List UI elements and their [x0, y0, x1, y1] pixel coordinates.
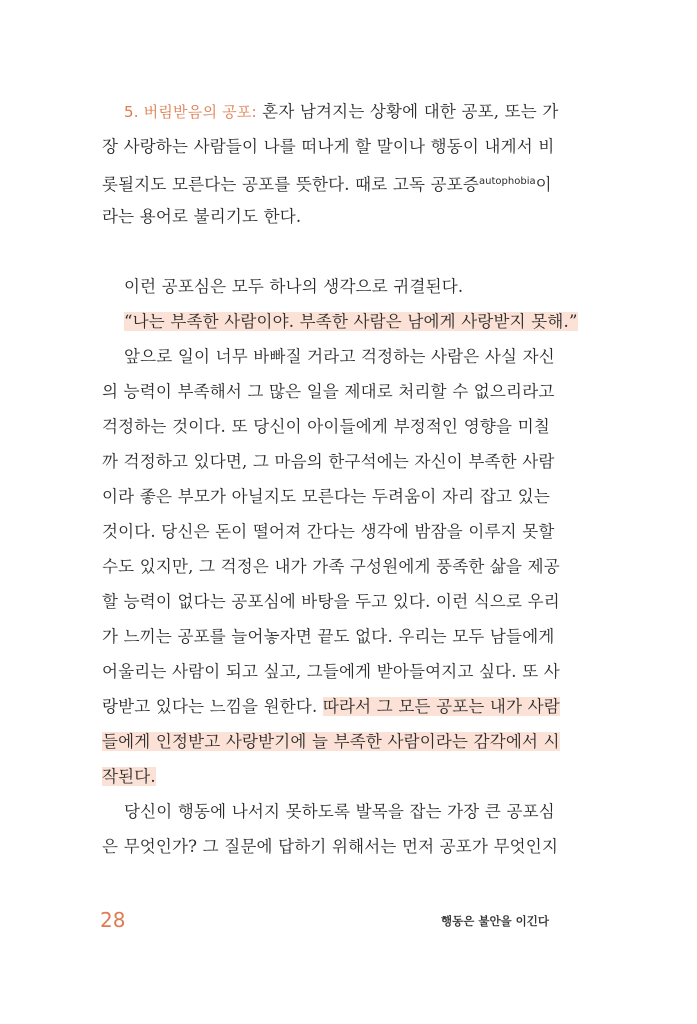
paragraph-line: [102, 689, 560, 724]
section-term: 5. 버림받음의 공포:: [124, 103, 257, 121]
paragraph-text: 혼자 남겨지는 상황에 대한 공포, 또는 가: [256, 102, 559, 121]
paragraph-text: 롯될지도 모른다는 공포를 뜻한다. 때로 고독 공포증: [102, 175, 480, 194]
paragraph-line: 수도 있지만, 그 걱정은 내가 가족 구성원에게 풍족한 삶을 제공: [102, 557, 560, 576]
paragraph-line: 할 능력이 없다는 공포심에 바탕을 두고 있다. 이런 식으로 우리: [102, 592, 560, 611]
paragraph-line: [102, 759, 550, 794]
paragraph-line: 의 능력이 부족해서 그 많은 일을 제대로 처리할 수 없으리라고: [102, 382, 555, 401]
paragraph-line: 것이다. 당신은 돈이 떨어져 간다는 생각에 밤잠을 이루지 못할: [102, 522, 555, 541]
paragraph-line: [102, 94, 559, 129]
highlighted-text: 작된다.: [102, 767, 156, 786]
paragraph-line: 라는 용어로 불리기도 한다.: [102, 207, 302, 226]
paragraph-line: 걱정하는 것이다. 또 당신이 아이들에게 부정적인 영향을 미칠: [102, 417, 550, 436]
paragraph-line: [102, 164, 550, 199]
paragraph-gap: [102, 234, 550, 269]
paragraph-text: 이: [535, 175, 552, 194]
highlighted-text: 들에게 인정받고 사랑받기에 늘 부족한 사람이라는 감각에서 시: [102, 732, 560, 751]
paragraph-line: 어울리는 사람이 되고 싶고, 그들에게 받아들여지고 싶다. 또 사: [102, 662, 560, 681]
paragraph-line: 까 걱정하고 있다면, 그 마음의 한구석에는 자신이 부족한 사람: [102, 452, 555, 471]
paragraph-text: 랑받고 있다는 느낌을 원한다.: [102, 697, 323, 716]
paragraph-line: 가 느끼는 공포를 늘어놓자면 끝도 없다. 우리는 모두 남들에게: [102, 627, 555, 646]
paragraph-line: 당신이 행동에 나서지 못하도록 발목을 잡는 가장 큰 공포심: [124, 802, 555, 821]
running-title: 행동은 불안을 이긴다: [441, 914, 549, 928]
paragraph-line: 이런 공포심은 모두 하나의 생각으로 귀결된다.: [124, 277, 464, 296]
body-text: [102, 94, 578, 864]
page-number: 28: [100, 908, 126, 932]
superscript-term: autophobia: [479, 176, 536, 187]
paragraph-line: 앞으로 일이 너무 바빠질 거라고 걱정하는 사람은 사실 자신: [124, 347, 555, 366]
paragraph-line: 이라 좋은 부모가 아닐지도 모른다는 두려움이 자리 잡고 있는: [102, 487, 550, 506]
highlighted-quote: “나는 부족한 사람이야. 부족한 사람은 남에게 사랑받지 못해.”: [124, 312, 578, 331]
highlighted-text: 따라서 그 모든 공포는 내가 사람: [322, 697, 560, 716]
paragraph-line: [102, 724, 560, 759]
paragraph-line: 은 무엇인가? 그 질문에 답하기 위해서는 먼저 공포가 무엇인지: [102, 837, 559, 856]
paragraph-line: 장 사랑하는 사람들이 나를 떠나게 할 말이나 행동이 내게서 비: [102, 137, 555, 156]
quote-line: [102, 304, 578, 339]
